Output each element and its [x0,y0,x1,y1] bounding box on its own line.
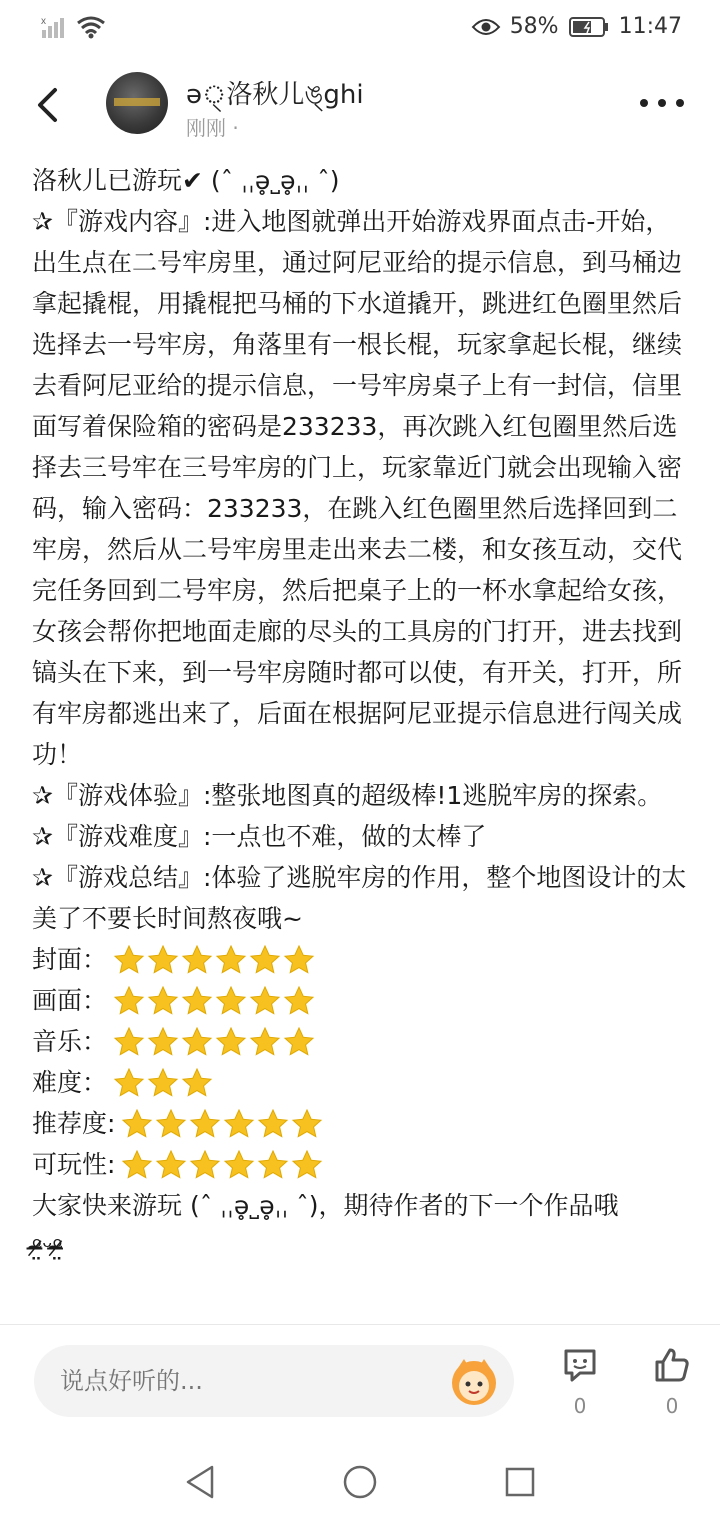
comment-input[interactable] [34,1345,514,1417]
section-game-experience [32,775,692,816]
star-icon [113,985,145,1017]
star-icon [147,944,179,976]
star-icon [249,1026,281,1058]
status-right [472,14,682,39]
more-horizontal-icon [640,99,648,107]
star-icon [283,985,315,1017]
like-button[interactable] [642,1345,702,1418]
svg-text:x: x [41,16,46,27]
mascot-emoji-icon[interactable] [446,1353,502,1409]
like-count: 0 [665,1394,679,1418]
section-label: ✰『游戏总结』 [32,863,203,892]
status-bar [0,0,720,56]
post-closing: 大家快来游玩 (ˆ ˌˌə̥˽ə̥ˌˌ ˆ)，期待作者的下一个作品哦 [32,1191,619,1220]
rating-label: 难度： [32,1068,108,1097]
section-text: :整张地图真的超级棒!1逃脱牢房的探索。 [202,781,663,810]
nav-home-icon[interactable] [340,1462,380,1502]
comment-button[interactable] [550,1345,610,1418]
star-icon [147,1026,179,1058]
section-game-content [32,201,692,775]
status-left [40,14,106,40]
comment-bubble-icon [560,1345,600,1385]
rating-stars [121,1149,323,1181]
star-icon [147,1067,179,1099]
rating-stars [113,1026,315,1058]
author-name[interactable]: ə্洛秋儿ঙ্ghi [186,80,364,110]
rating-row [32,1103,692,1144]
rating-row [32,980,692,1021]
no-sim-signal-icon [40,14,66,40]
section-text: :一点也不难，做的太棒了 [202,822,487,851]
rating-row [32,1144,692,1185]
star-icon [257,1108,289,1140]
rating-stars [113,1067,213,1099]
star-icon [189,1149,221,1181]
star-icon [121,1108,153,1140]
chevron-left-icon [35,87,59,123]
rating-label: 封面： [32,945,108,974]
star-icon [291,1149,323,1181]
star-icon [215,944,247,976]
rating-label: 画面： [32,986,108,1015]
nav-back-icon[interactable] [180,1462,220,1502]
section-text: :进入地图就弹出开始游戏界面点击-开始，出生点在二号牢房里，通过阿尼亚给的提示信息，到马桶边拿起撬棍，用撬棍把马桶的下水道撬开，跳进红色圈里然后选择去一号牢房，角落里有一根长棍，玩家拿起长棍，继续去看阿尼亚给的提示信息，一号牢房桌子上有一封信，信里面写着保险箱的密码是233233，再次跳入红包圈里然后选择去三号牢在三号牢房的门上，玩家靠近门就会出现输入密码，输入密码：233233，在跳入红色圈里然后选择回到二牢房，然后从二号牢房里走出来去二楼，和女孩互动，交代完任务回到二号牢房，然后把桌子上的一杯水拿起给女孩，女孩会帮你把地面走廊的尽头的工具房的门打开，进去找到镐头在下来，到一号牢房随时都可以使，有开关，打开，所有牢房都逃出来了，后面在根据阿尼亚提示信息进行闯关成功！ [32,207,683,769]
clock: 11:47 [618,14,682,39]
post-time: 刚刚 · [186,116,239,140]
comment-count: 0 [573,1394,587,1418]
star-icon [249,944,281,976]
rating-row [32,939,692,980]
section-label: ✰『游戏体验』 [32,781,203,810]
post-content [32,160,692,1261]
back-button[interactable] [22,80,72,130]
star-icon [147,985,179,1017]
eye-comfort-icon [472,17,500,37]
section-game-difficulty [32,816,692,857]
star-icon [223,1108,255,1140]
section-game-summary [32,857,692,939]
star-icon [291,1108,323,1140]
section-text: :体验了逃脱牢房的作用，整个地图设计的太美了不要长时间熬夜哦~ [32,863,687,933]
system-nav-bar [0,1440,720,1520]
star-icon [189,1108,221,1140]
more-options-button[interactable] [640,88,684,118]
star-icon [155,1149,187,1181]
section-label: ✰『游戏难度』 [32,822,203,851]
rating-stars [121,1108,323,1140]
star-icon [113,1026,145,1058]
rating-row [32,1021,692,1062]
battery-icon [569,16,609,38]
star-icon [155,1108,187,1140]
rating-stars [113,944,315,976]
rating-label: 推荐度: [32,1109,116,1138]
star-icon [113,944,145,976]
star-icon [121,1149,153,1181]
comment-bar [0,1325,720,1435]
star-icon [181,944,213,976]
thumbs-up-icon [652,1345,692,1385]
post-intro: 洛秋儿已游玩✔ (ˆ ˌˌə̥˽ə̥ˌˌ ˆ) [32,166,340,195]
avatar[interactable] [106,72,168,134]
star-icon [283,944,315,976]
star-icon [283,1026,315,1058]
star-icon [215,1026,247,1058]
star-icon [181,1067,213,1099]
rating-stars [113,985,315,1017]
star-icon [181,985,213,1017]
star-icon [215,985,247,1017]
rating-label: 可玩性: [32,1150,116,1179]
star-icon [113,1067,145,1099]
star-icon [257,1149,289,1181]
section-label: ✰『游戏内容』 [32,207,203,236]
nav-recents-icon[interactable] [500,1462,540,1502]
star-icon [249,985,281,1017]
post-header [0,60,720,156]
star-icon [223,1149,255,1181]
battery-percent: 58% [509,14,559,39]
rating-label: 音乐： [32,1027,108,1056]
star-icon [181,1026,213,1058]
wifi-icon [76,15,106,39]
post-closing-cut: ᵒ̴̶̷̤ᵕᵒ̴̶̷̤ [32,1232,64,1261]
rating-row [32,1062,692,1103]
